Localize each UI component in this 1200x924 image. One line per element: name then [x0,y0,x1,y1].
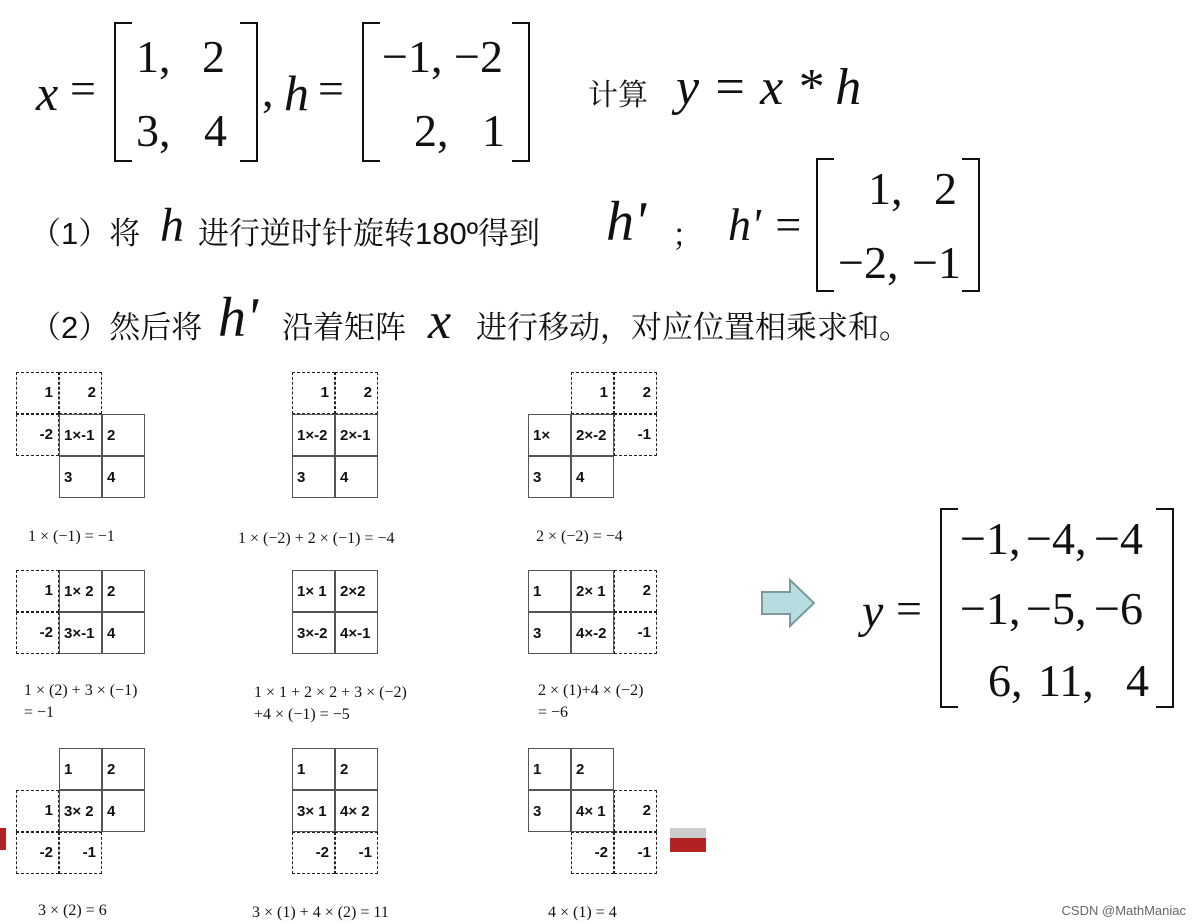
cell-value: 2 [642,384,651,401]
cell-value: 1 [44,582,53,599]
input-cell [571,612,614,654]
kernel-label [335,832,378,874]
input-cell [102,612,145,654]
kernel-label [571,372,614,414]
input-cell [292,456,335,498]
result-equals: = [896,583,922,634]
input-cell [102,456,145,498]
cell-value: 2 [576,761,585,778]
input-cell [335,570,378,612]
kernel-label [614,612,657,654]
h-matrix: −1, −2 2, 1 [362,22,530,162]
step2-text: 沿着矩阵 [282,310,406,345]
step-equation: 1 × (−1) = −1 [28,528,115,545]
step-grid [16,372,196,522]
cell-value: 3 [533,625,542,642]
result-y: y [862,585,884,638]
kernel-label [16,414,59,456]
input-cell [528,748,571,790]
cell-value: 1 [64,761,73,778]
hprime-matrix: 1, 2 −2, −1 [816,158,980,292]
step-equation: 1 × (−2) + 2 × (−1) = −4 [238,530,395,547]
input-cell [59,414,102,456]
cell-value: 1 [533,761,542,778]
cell-value: 3 [64,469,73,486]
kernel-label [59,832,102,874]
cell-value: 2 [340,761,349,778]
step-equation: +4 × (−1) = −5 [254,706,350,723]
input-cell [528,612,571,654]
kernel-label [614,790,657,832]
cell-value: 3×-2 [297,625,328,642]
cell-value: 3 [533,469,542,486]
cell-value: -1 [637,624,651,641]
cell-value: 1 [320,384,329,401]
step1-hprime: h' [606,191,646,253]
input-cell [335,748,378,790]
kernel-label [16,790,59,832]
kernel-label [292,372,335,414]
step-equation: 3 × (1) + 4 × (2) = 11 [252,904,389,921]
kernel-label [571,832,614,874]
step-grid [528,748,708,898]
x-matrix: 1, 2 3, 4 [114,22,258,162]
equals-sign: = [70,63,96,114]
step-grid [292,372,472,522]
input-cell [335,790,378,832]
input-cell [102,790,145,832]
cell-value: -2 [39,624,53,641]
input-cell [292,612,335,654]
cell-value: 4 [576,469,585,486]
cell-value: -1 [637,426,651,443]
input-cell [102,748,145,790]
step-grid [16,748,196,898]
kernel-label [16,832,59,874]
input-cell [59,570,102,612]
step1-hprime-eq: h' = [728,199,804,250]
input-cell [292,790,335,832]
step-grid [528,372,708,522]
input-cell [528,414,571,456]
kernel-label [614,414,657,456]
cell-value: 1 [44,802,53,819]
input-cell [335,456,378,498]
cell-value: 2×-1 [340,427,371,444]
convolution-formula: y = x * h [676,59,862,116]
input-cell [102,414,145,456]
cell-value: 1× 2 [64,583,94,600]
kernel-label [335,372,378,414]
edge-mark [670,838,706,852]
kernel-label [292,832,335,874]
x-symbol: x [36,65,59,121]
cell-value: 1×-1 [64,427,95,444]
cell-value: 2 [642,802,651,819]
input-cell [335,414,378,456]
input-cell [59,612,102,654]
cell-value: -2 [39,426,53,443]
cell-value: -1 [82,844,96,861]
comma: , [262,65,274,116]
kernel-label [614,372,657,414]
input-cell [292,414,335,456]
step1-separator: ； [672,218,703,253]
step-grid [292,748,472,898]
input-cell [335,612,378,654]
cell-value: 4 [107,803,116,820]
kernel-label [614,570,657,612]
cell-value: 3×-1 [64,625,95,642]
cell-value: 4 [107,469,116,486]
cell-value: 1 [599,384,608,401]
cell-value: 3 [533,803,542,820]
cell-value: 1 [533,583,542,600]
cell-value: 2 [642,582,651,599]
step-equation: = −1 [24,704,55,721]
step2-hprime: h' [218,287,258,349]
cell-value: 1×-2 [297,427,328,444]
step1-prefix: （1）将 [30,216,141,251]
cell-value: -1 [358,844,372,861]
cell-value: 2 [107,427,116,444]
cell-value: -1 [637,844,651,861]
cell-value: 3 [297,469,306,486]
step-equation: 2 × (−2) = −4 [536,528,623,545]
cell-value: -2 [39,844,53,861]
cell-value: 2 [363,384,372,401]
kernel-label [16,612,59,654]
watermark: CSDN @MathManiac [1061,903,1186,918]
step-equation: = −6 [538,704,569,721]
cell-value: 2 [87,384,96,401]
input-cell [571,570,614,612]
cell-value: 4×-1 [340,625,371,642]
cell-value: 4× 2 [340,803,370,820]
equals-sign: = [318,63,344,114]
cell-value: 3× 2 [64,803,94,820]
input-cell [59,456,102,498]
h-symbol: h [284,65,309,121]
edge-mark [670,828,706,838]
step-equation: 1 × 1 + 2 × 2 + 3 × (−2) [254,684,407,701]
edge-mark [0,828,6,850]
input-cell [528,790,571,832]
input-cell [571,456,614,498]
step-equation: 2 × (1)+4 × (−2) [538,682,644,699]
input-cell [528,456,571,498]
input-cell [292,570,335,612]
right-arrow-icon [758,576,818,630]
cell-value: 1 [44,384,53,401]
step2-prefix: （2）然后将 [30,310,203,345]
input-cell [528,570,571,612]
cell-value: 4× 1 [576,803,606,820]
input-cell [571,790,614,832]
result-matrix: −1, −4, −4 −1, −5, −6 6, 11, 4 [940,508,1174,708]
cell-value: -2 [315,844,329,861]
step2-suffix: 进行移动，对应位置相乘求和。 [476,310,910,345]
step-equation: 1 × (2) + 3 × (−1) [24,682,138,699]
step1-text: 进行逆时针旋转180º得到 [198,216,541,251]
input-cell [102,570,145,612]
cell-value: 1× [533,427,551,444]
cell-value: 2×-2 [576,427,607,444]
cell-value: 3× 1 [297,803,327,820]
step1-h: h [160,199,184,252]
cell-value: -2 [594,844,608,861]
cell-value: 4 [107,625,116,642]
kernel-label [59,372,102,414]
input-cell [571,414,614,456]
cell-value: 2 [107,583,116,600]
compute-text: 计算 [588,79,648,112]
cell-value: 2×2 [340,583,366,600]
kernel-label [16,372,59,414]
cell-value: 1× 1 [297,583,327,600]
input-cell [292,748,335,790]
step-equation: 4 × (1) = 4 [548,904,617,921]
step2-x: x [428,293,452,350]
cell-value: 4×-2 [576,625,607,642]
cell-value: 2× 1 [576,583,606,600]
input-cell [571,748,614,790]
cell-value: 4 [340,469,349,486]
step-equation: 3 × (2) = 6 [38,902,107,919]
kernel-label [614,832,657,874]
cell-value: 1 [297,761,306,778]
input-cell [59,790,102,832]
input-cell [59,748,102,790]
cell-value: 2 [107,761,116,778]
kernel-label [16,570,59,612]
